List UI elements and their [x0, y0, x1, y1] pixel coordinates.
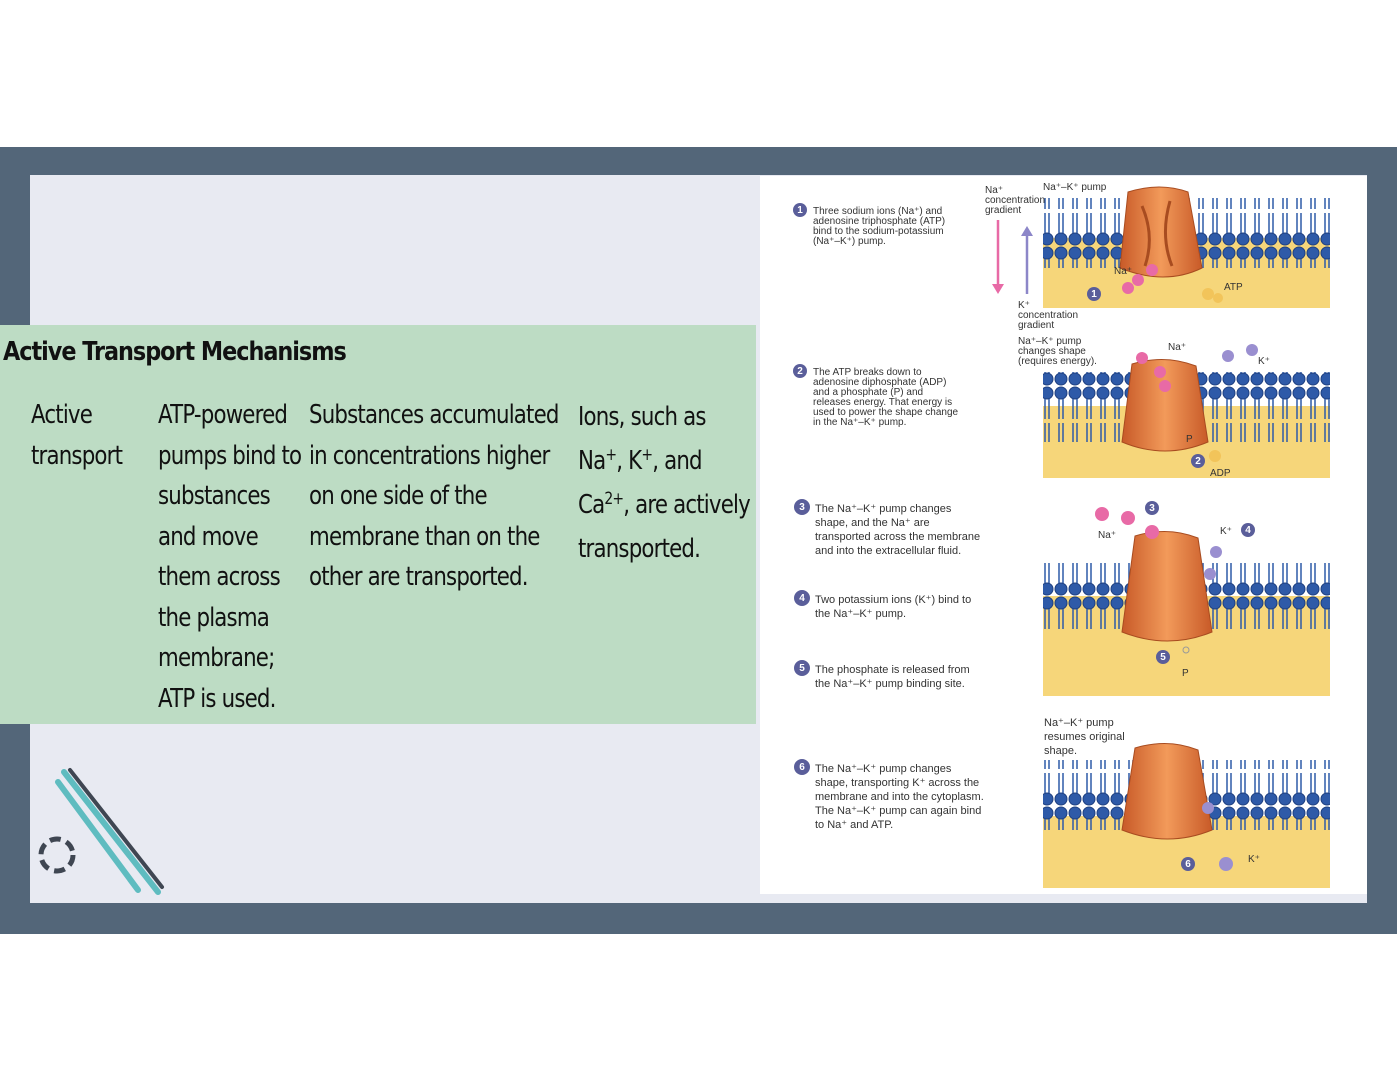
na-gradient-label: Na⁺	[985, 185, 1004, 196]
mechanism-line: membrane;	[158, 643, 275, 673]
step-6-caption	[794, 759, 984, 831]
calcium-symbol: Ca	[578, 490, 605, 520]
potassium-label: K⁺	[1220, 526, 1232, 537]
substances-line: Substances accumulated	[309, 400, 559, 430]
step-badge-number: 5	[1160, 652, 1166, 663]
step-text: adenosine triphosphate (ATP)	[813, 216, 946, 227]
step-text: The Na⁺–K⁺ pump changes	[815, 503, 952, 515]
step-text: shape, and the Na⁺ are	[815, 517, 930, 529]
step-text: adenosine diphosphate (ADP)	[813, 377, 947, 388]
mechanism-line: and move	[158, 521, 258, 552]
panel-step-2	[1018, 336, 1330, 479]
sodium-charge: +	[605, 445, 617, 465]
substances-line: other are transported.	[309, 562, 528, 592]
sodium-label: Na⁺	[1098, 530, 1117, 541]
shape-change-label: changes shape	[1018, 346, 1086, 357]
step-text: and into the extracellular fluid.	[815, 545, 962, 557]
step-badge-number: 6	[1185, 859, 1191, 870]
pump-diagram-svg	[760, 176, 1367, 894]
examples-line	[578, 439, 750, 483]
shape-change-label: Na⁺–K⁺ pump	[1018, 336, 1082, 347]
examples-line: transported.	[578, 534, 701, 564]
step-badge-number: 2	[797, 366, 803, 377]
term-line: Active	[31, 400, 93, 430]
mechanism-line: substances	[158, 481, 270, 511]
panel-step-1	[1043, 187, 1330, 308]
step-badge-number: 1	[797, 205, 803, 216]
table-title: Active Transport Mechanisms	[3, 337, 346, 367]
step-text: The phosphate is released from	[815, 664, 970, 676]
resumes-shape-label: resumes original	[1044, 731, 1125, 743]
panel-step-6	[1043, 717, 1330, 888]
potassium-symbol: , K	[616, 446, 642, 476]
examples-line: Ions, such as	[578, 402, 706, 432]
step-text: bind to the sodium-potassium	[813, 226, 944, 237]
step-text: the Na⁺–K⁺ pump.	[815, 608, 907, 620]
phosphate-label: P	[1182, 668, 1189, 679]
conjunction: , and	[652, 446, 702, 476]
step-text: The ATP breaks down to	[813, 367, 922, 378]
sodium-potassium-pump-diagram	[760, 176, 1367, 894]
step-text: The Na⁺–K⁺ pump can again bind	[815, 805, 982, 817]
mechanism-line: ATP-powered	[158, 400, 288, 430]
step-text: to Na⁺ and ATP.	[815, 819, 894, 831]
phosphate-label: P	[1186, 434, 1193, 445]
sodium-label: Na⁺	[1168, 342, 1187, 353]
k-gradient-label: K⁺	[1018, 300, 1030, 311]
substances-line: membrane than on the	[309, 521, 540, 552]
step-text: Three sodium ions (Na⁺) and	[813, 206, 943, 217]
substances-line: on one side of the	[309, 481, 487, 511]
term-line: transport	[31, 440, 123, 471]
step-4-caption	[794, 590, 971, 620]
mechanism-line: pumps bind to	[158, 440, 302, 471]
substances-cell	[309, 395, 559, 598]
potassium-charge: +	[641, 445, 653, 465]
step-badge-number: 1	[1091, 289, 1097, 300]
step-3-caption	[794, 499, 980, 557]
step-text: transported across the membrane	[815, 531, 981, 543]
step-text: Two potassium ions (K⁺) bind to	[815, 594, 972, 606]
resumes-shape-label: Na⁺–K⁺ pump	[1044, 717, 1114, 729]
step-text: The Na⁺–K⁺ pump changes	[815, 763, 952, 775]
step-text: in the Na⁺–K⁺ pump.	[813, 417, 907, 428]
step-badge-number: 4	[799, 593, 805, 604]
step-text: used to power the shape change	[813, 407, 959, 418]
step-text: releases energy. That energy is	[813, 397, 953, 408]
step-2-caption	[793, 364, 959, 428]
shape-change-label: (requires energy).	[1018, 356, 1097, 367]
potassium-label: K⁺	[1248, 854, 1260, 865]
decorative-lines-icon	[30, 760, 180, 900]
calcium-charge: 2+	[604, 489, 624, 509]
mechanism-line: the plasma	[158, 602, 270, 633]
mechanism-cell	[158, 395, 301, 719]
k-gradient-label: gradient	[1018, 320, 1055, 331]
step-text: shape, transporting K⁺ across the	[815, 777, 980, 789]
step-1-caption	[793, 203, 945, 247]
step-5-caption	[794, 660, 970, 690]
step-badge-number: 5	[799, 663, 805, 674]
term-cell	[31, 395, 122, 476]
sodium-label: Na⁺	[1114, 266, 1133, 277]
examples-continuation: , are actively	[623, 490, 750, 520]
k-gradient-label: concentration	[1018, 310, 1079, 321]
panel-steps-3-5	[1043, 501, 1330, 696]
step-text: and a phosphate (P) and	[813, 387, 924, 398]
atp-label: ATP	[1224, 282, 1243, 293]
substances-line: in concentrations higher	[309, 440, 550, 471]
pump-label: Na⁺–K⁺ pump	[1043, 182, 1107, 193]
step-badge-number: 3	[799, 502, 805, 513]
mechanism-line: them across	[158, 562, 280, 592]
examples-cell	[578, 395, 750, 571]
na-gradient-label: gradient	[985, 205, 1022, 216]
step-badge-number: 4	[1245, 525, 1251, 536]
step-text: membrane and into the cytoplasm.	[815, 791, 984, 803]
mechanism-line: ATP is used.	[158, 683, 276, 714]
step-text: (Na⁺–K⁺) pump.	[813, 236, 886, 247]
na-gradient-label: concentration	[985, 195, 1046, 206]
potassium-label: K⁺	[1258, 356, 1270, 367]
sodium-gradient-arrowhead	[992, 284, 1004, 294]
adp-label: ADP	[1210, 468, 1231, 479]
step-text: the Na⁺–K⁺ pump binding site.	[815, 678, 965, 690]
examples-line	[578, 483, 750, 527]
sodium-symbol: Na	[578, 446, 606, 476]
resumes-shape-label: shape.	[1044, 745, 1078, 757]
potassium-gradient-arrowhead	[1021, 226, 1033, 236]
step-badge-number: 3	[1149, 503, 1155, 514]
step-badge-number: 6	[799, 762, 805, 773]
step-badge-number: 2	[1195, 456, 1201, 467]
